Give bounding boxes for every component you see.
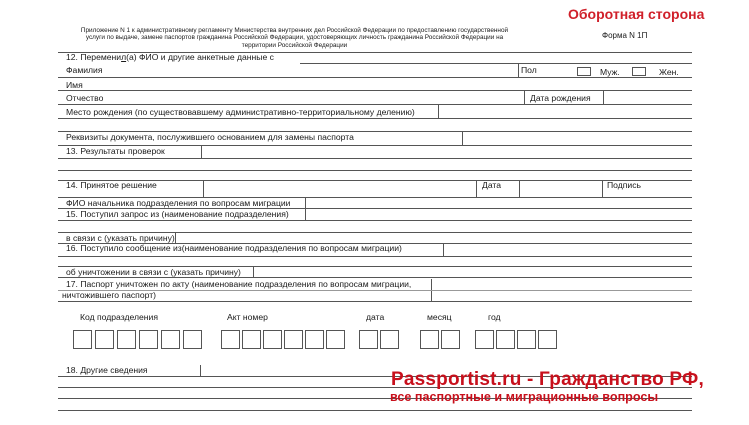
section-13-underline	[58, 158, 692, 159]
watermark-subtitle: все паспортные и миграционные вопросы	[390, 390, 659, 404]
act-year-digit-1[interactable]	[475, 330, 494, 349]
section-16-divider	[443, 243, 444, 256]
female-label: Жен.	[659, 67, 679, 77]
section-17-mid-line	[58, 290, 692, 291]
male-label: Муж.	[600, 67, 620, 77]
dept-code-digit-5[interactable]	[161, 330, 180, 349]
section-12-title: 12. Переменил(а) ФИО и другие анкетные данные с	[66, 52, 274, 62]
section-16-reason-divider	[253, 267, 254, 277]
dept-code-digit-3[interactable]	[117, 330, 136, 349]
act-day-digit-2[interactable]	[380, 330, 399, 349]
section-16-reason-underline	[58, 277, 692, 278]
document-requisites-label: Реквизиты документа, послужившего основанием для замены паспорта	[66, 132, 354, 142]
patronymic-underline	[58, 104, 692, 105]
section-14-title: 14. Принятое решение	[66, 180, 157, 190]
sex-divider	[518, 64, 519, 77]
head-name-divider	[305, 198, 306, 208]
reverse-side-label: Оборотная сторона	[568, 6, 705, 22]
birth-date-label: Дата рождения	[530, 93, 591, 103]
act-number-digit-3[interactable]	[263, 330, 282, 349]
birth-place-underline	[58, 118, 692, 119]
signature-label: Подпись	[607, 180, 642, 190]
act-year-digit-2[interactable]	[496, 330, 515, 349]
section-16-reason-label: об уничтожении в связи с (указать причину)	[66, 267, 241, 277]
act-year-digit-4[interactable]	[538, 330, 557, 349]
act-year-label: год	[488, 312, 501, 322]
act-month-label: месяц	[427, 312, 452, 322]
annex-line-1: Приложение N 1 к административному регламенту Министерства внутренних дел Российской Федерации по предоставлению государственной	[80, 27, 509, 34]
surname-label: Фамилия	[66, 65, 103, 75]
section-15-title: 15. Поступил запрос из (наименование подразделения)	[66, 209, 289, 219]
act-number-digit-2[interactable]	[242, 330, 261, 349]
act-number-label: Акт номер	[227, 312, 268, 322]
section-17-title-line-1: 17. Паспорт уничтожен по акту (наименование подразделения по вопросам миграции,	[66, 279, 412, 289]
female-checkbox[interactable]	[632, 67, 646, 76]
date-divider	[476, 180, 477, 197]
section-13-divider	[201, 146, 202, 158]
section-13-title: 13. Результаты проверок	[66, 146, 165, 156]
signature-divider	[602, 180, 603, 197]
act-number-digit-4[interactable]	[284, 330, 303, 349]
dept-code-digit-6[interactable]	[183, 330, 202, 349]
act-day-digit-1[interactable]	[359, 330, 378, 349]
birth-date-value-divider	[603, 91, 604, 104]
act-number-digit-1[interactable]	[221, 330, 240, 349]
act-number-digit-5[interactable]	[305, 330, 324, 349]
annex-line-3: территории Российской Федерации	[241, 41, 348, 49]
dept-code-digit-4[interactable]	[139, 330, 158, 349]
document-requisites-divider	[462, 132, 463, 145]
dept-code-label: Код подразделения	[80, 312, 158, 322]
form-number: Форма N 1П	[602, 31, 648, 40]
birth-place-divider	[438, 105, 439, 118]
date-value-divider	[519, 180, 520, 197]
name-change-line	[300, 63, 692, 64]
watermark-title: Passportist.ru - Гражданство РФ,	[391, 369, 704, 390]
migration-head-name-label: ФИО начальника подразделения по вопросам миграции	[66, 198, 291, 208]
name-underline	[58, 90, 692, 91]
section-16-underline	[58, 256, 692, 257]
name-label: Имя	[66, 80, 83, 90]
act-date-label: дата	[366, 312, 385, 322]
act-month-digit-2[interactable]	[441, 330, 460, 349]
dept-code-digit-1[interactable]	[73, 330, 92, 349]
section-17-underline	[58, 301, 692, 302]
male-checkbox[interactable]	[577, 67, 591, 76]
patronymic-label: Отчество	[66, 93, 104, 103]
surname-underline	[58, 77, 692, 78]
section-15-reason-divider	[175, 233, 176, 243]
section-13-extra-line	[58, 170, 692, 171]
annex-line-2: услуги по выдаче, замене паспортов гражданина Российской Федерации, удостоверяющих личность гражданина Российской Федерации на	[85, 34, 504, 42]
birth-place-label: Место рождения (по существовавшему административно-территориальному делению)	[66, 107, 415, 117]
section-18-line-4	[58, 410, 692, 411]
annex-reference	[62, 27, 527, 49]
birth-date-divider	[524, 91, 525, 104]
act-month-digit-1[interactable]	[420, 330, 439, 349]
decision-date-label: Дата	[482, 180, 502, 190]
section-18-title: 18. Другие сведения	[66, 365, 148, 375]
act-number-digit-6[interactable]	[326, 330, 345, 349]
act-year-digit-3[interactable]	[517, 330, 536, 349]
section-17-title-line-2: ничтожившего паспорт)	[62, 290, 156, 300]
section-15-underline	[58, 220, 692, 221]
section-18-divider	[200, 365, 201, 376]
section-16-title: 16. Поступило сообщение из(наименование подразделения по вопросам миграции)	[66, 243, 402, 253]
sex-label: Пол	[521, 65, 537, 75]
decision-divider	[203, 180, 204, 197]
dept-code-digit-2[interactable]	[95, 330, 114, 349]
section-15-reason-label: в связи с (указать причину)	[66, 233, 175, 243]
section-15-divider	[305, 209, 306, 220]
